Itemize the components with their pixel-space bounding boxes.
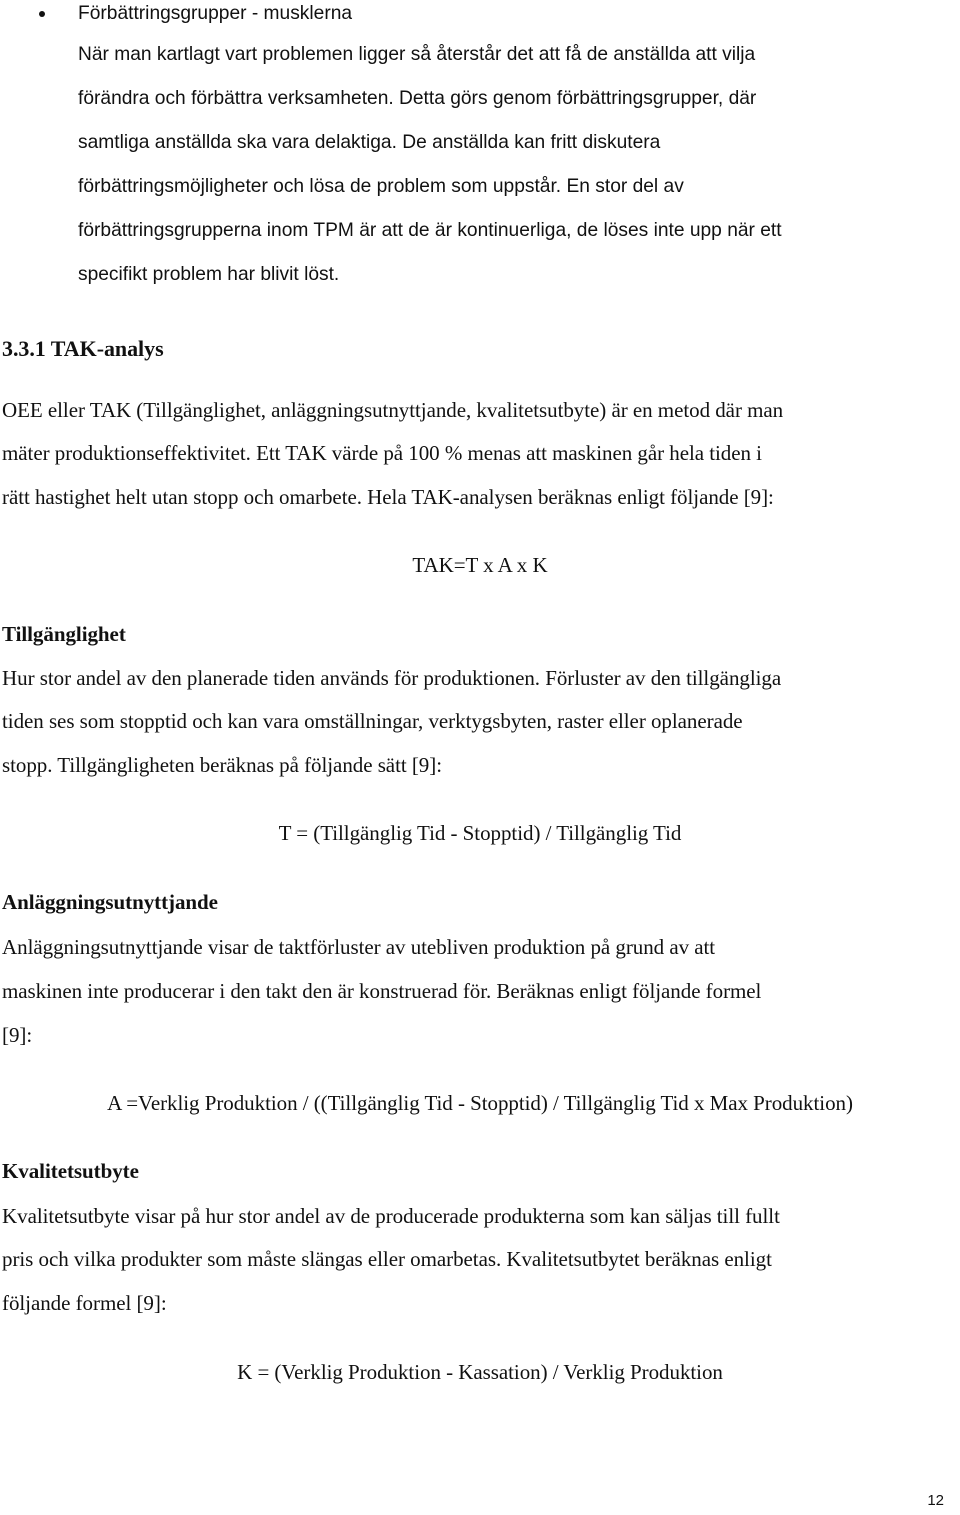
formula-tak: TAK=T x A x K (412, 553, 548, 577)
page-number: 12 (927, 1492, 944, 1509)
subheading-availability: Tillgänglighet (2, 622, 126, 646)
paragraph-line: Kvalitetsutbyte visar på hur stor andel av de producerade produkterna som kan säljas till fullt (2, 1204, 780, 1228)
subheading-quality: Kvalitetsutbyte (2, 1159, 139, 1183)
paragraph-line: följande formel [9]: (2, 1291, 167, 1315)
bullet-item (0, 0, 960, 290)
paragraph-line: mäter produktionseffektivitet. Ett TAK värde på 100 % menas att maskinen går hela tiden i (2, 441, 762, 465)
paragraph-line: rätt hastighet helt utan stopp och omarbete. Hela TAK-analysen beräknas enligt följande [9]: (2, 485, 774, 509)
paragraph-line: När man kartlagt vart problemen ligger så återstår det att få de anställda att vilja (78, 44, 756, 65)
paragraph-line: tiden ses som stopptid och kan vara omställningar, verktygsbyten, raster eller oplanerade (2, 709, 743, 733)
paragraph-line: Hur stor andel av den planerade tiden används för produktionen. Förluster av den tillgängliga (2, 666, 782, 690)
paragraph-line: maskinen inte producerar i den takt den är konstruerad för. Beräknas enligt följande formel (2, 979, 762, 1003)
paragraph-line: OEE eller TAK (Tillgänglighet, anläggningsutnyttjande, kvalitetsutbyte) är en metod där man (2, 398, 784, 422)
paragraph-line: förbättringsgrupperna inom TPM är att de är kontinuerliga, de löses inte upp när ett (78, 220, 782, 241)
bullet-dot-icon (39, 11, 45, 17)
paragraph-line: stopp. Tillgängligheten beräknas på följande sätt [9]: (2, 753, 442, 777)
paragraph-line: förbättringsmöjligheter och lösa de problem som uppstår. En stor del av (78, 176, 684, 197)
paragraph-line: samtliga anställda ska vara delaktiga. De anställda kan fritt diskutera (78, 132, 661, 153)
paragraph-line: Anläggningsutnyttjande visar de taktförluster av utebliven produktion på grund av att (2, 935, 716, 959)
section-heading: 3.3.1 TAK-analys (2, 336, 164, 361)
paragraph-line: förändra och förbättra verksamheten. Detta görs genom förbättringsgrupper, där (78, 88, 757, 109)
subheading-utilization: Anläggningsutnyttjande (2, 890, 218, 914)
paragraph-line: pris och vilka produkter som måste slängas eller omarbetas. Kvalitetsutbytet beräknas enligt (2, 1247, 772, 1271)
paragraph-line: [9]: (2, 1023, 33, 1047)
formula-utilization: A =Verklig Produktion / ((Tillgänglig Tid - Stopptid) / Tillgänglig Tid x Max Produktion) (107, 1091, 853, 1115)
bullet-title: Förbättringsgrupper - musklerna (78, 3, 353, 24)
formula-quality: K = (Verklig Produktion - Kassation) / Verklig Produktion (237, 1360, 723, 1384)
formula-availability: T = (Tillgänglig Tid - Stopptid) / Tillgänglig Tid (278, 821, 682, 845)
paragraph-line: specifikt problem har blivit löst. (78, 264, 340, 285)
